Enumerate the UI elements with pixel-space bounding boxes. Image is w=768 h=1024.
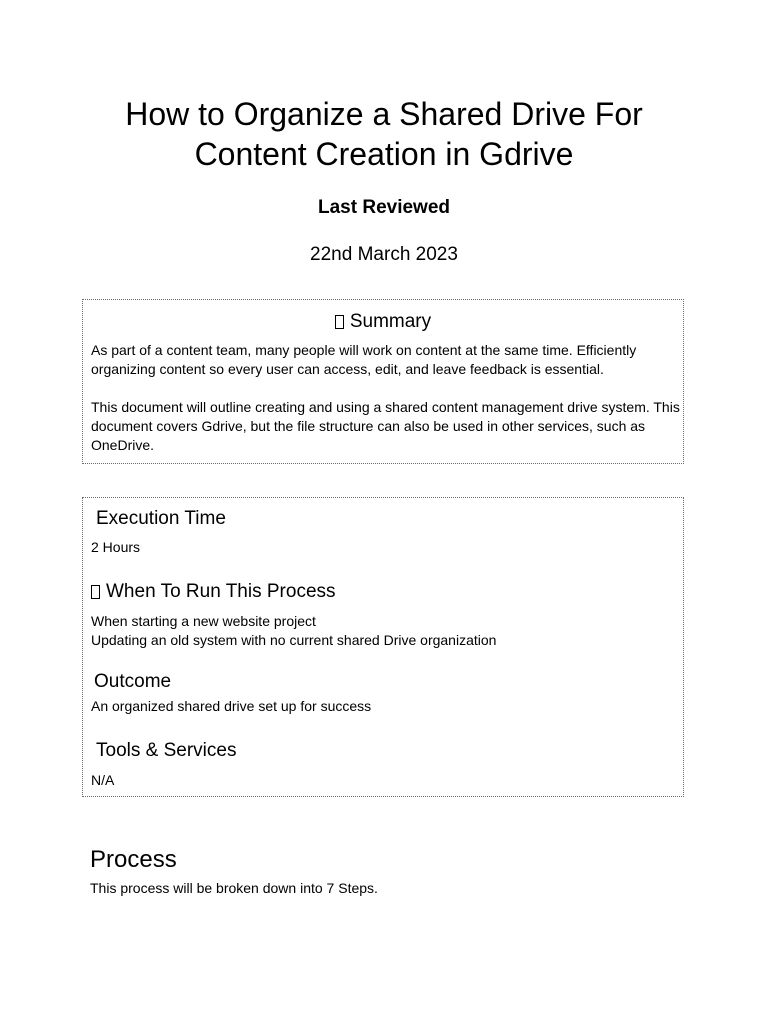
execution-time-heading: Execution Time xyxy=(96,508,226,529)
summary-paragraph-1: As part of a content team, many people will work on content at the same time. Efficiently organizing content so every user can access, edit, and leave feedback is essential. xyxy=(91,342,637,377)
tools-value: N/A xyxy=(91,772,115,788)
outcome-heading: Outcome xyxy=(94,671,172,692)
summary-heading-text: Summary xyxy=(349,311,432,332)
last-reviewed-date: 22nd March 2023 xyxy=(310,244,458,265)
summary-box xyxy=(82,299,684,464)
when-to-run-item-2: Updating an old system with no current shared Drive organization xyxy=(91,632,497,648)
when-to-run-heading xyxy=(91,580,336,604)
process-heading: Process xyxy=(90,846,177,873)
when-to-run-item-1: When starting a new website project xyxy=(91,613,316,629)
document-title xyxy=(0,94,768,174)
missing-glyph-icon xyxy=(91,585,100,599)
process-details-box xyxy=(82,497,684,797)
tools-heading: Tools & Services xyxy=(96,740,237,761)
outcome-value: An organized shared drive set up for success xyxy=(91,698,372,714)
execution-time-value: 2 Hours xyxy=(91,539,141,555)
summary-heading xyxy=(83,310,683,334)
document-title-line-2: Content Creation in Gdrive xyxy=(194,136,574,172)
document-title-line-1: How to Organize a Shared Drive For xyxy=(125,96,643,132)
missing-glyph-icon xyxy=(335,315,344,329)
summary-paragraph-2: This document will outline creating and using a shared content management drive system. This document covers Gdrive, but the file structure can also be used in other services, such as OneDrive. xyxy=(91,399,680,453)
when-to-run-heading-text: When To Run This Process xyxy=(106,581,336,602)
last-reviewed-label: Last Reviewed xyxy=(318,197,450,218)
process-description: This process will be broken down into 7 Steps. xyxy=(90,880,378,896)
